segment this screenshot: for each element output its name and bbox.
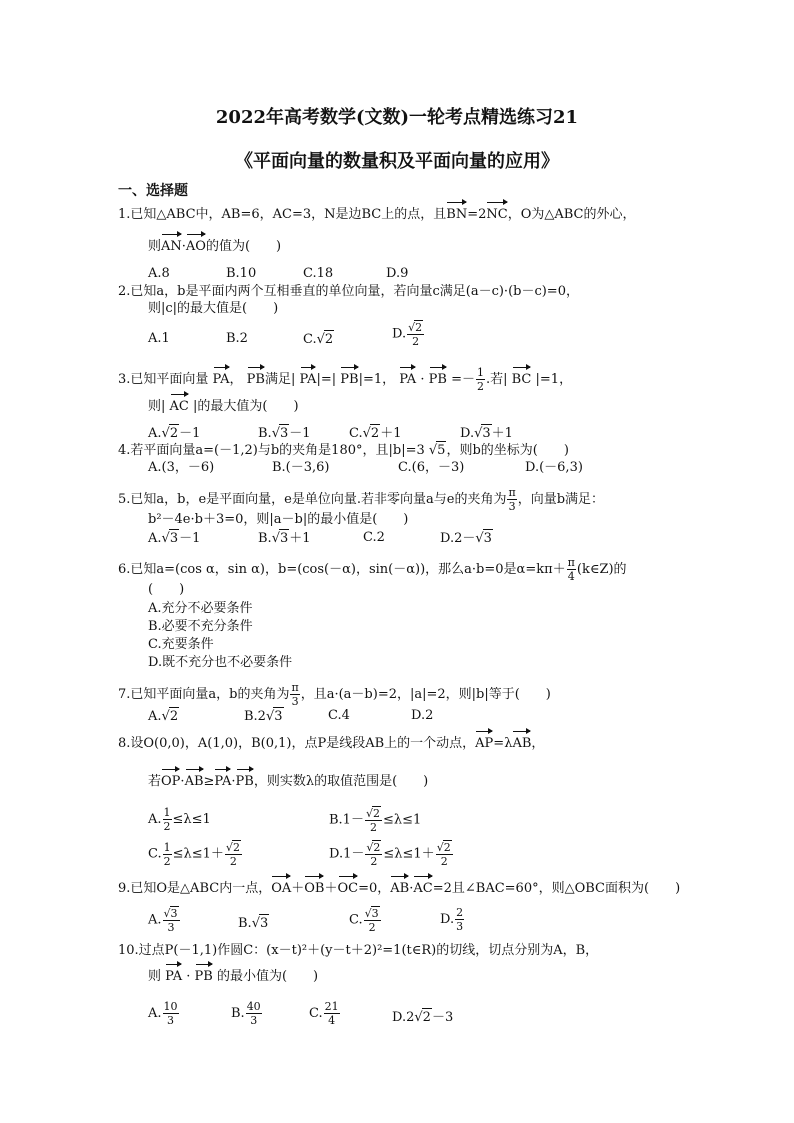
q7-text-b: ，且a·(a－b)=2，|a|=2，则|b|等于( ) [300,687,551,702]
vector-ap: AP [475,736,494,751]
vector-pa-q10: PA [165,969,183,984]
q9-d-num: 2 [456,906,464,919]
q8-d-fraction-2: $\frac{√2}{2}$ [436,841,451,868]
q8-d-fraction: $\frac{√2}{2}$ [366,841,381,868]
q5-b-label: B. [258,531,272,546]
q7-fraction [290,681,299,708]
q2-d-fraction: $\frac{√2}{2}$ [408,321,423,348]
q5-b-radicand: 3 [279,531,289,546]
question-5-line-2: b²－4e·b＋3=0，则|a－b|的最小值是( ) [148,512,409,527]
q5-frac-num: π [508,486,516,499]
q5-option-d: D.2－√3 [440,531,492,546]
q5-d-label: D.2－ [440,531,476,546]
q3-text-f: =－ [451,372,475,387]
q9-option-b: B.√3 [238,916,269,931]
q10-c-fraction [324,1000,340,1027]
vector-pa-q8: PA [214,774,232,789]
q10-b-den: 3 [250,1014,258,1027]
q8-b-num: 2 [372,807,380,820]
q3-d-label: D. [460,426,475,441]
q3-b-tail: －1 [289,426,311,441]
question-6-line-1 [118,556,627,583]
q8-b-fraction: $\frac{√2}{2}$ [365,807,380,834]
q3-c-label: C. [349,426,363,441]
q8-option-b [329,806,421,834]
q7-b-label: B.2 [244,709,266,724]
question-2-line-2: 则|c|的最大值是( ) [148,301,279,316]
q1-text-d: 的值为( ) [205,239,282,254]
q3-frac-den: 2 [476,380,484,393]
q9-a-fraction: $\frac{√3}{3}$ [163,907,178,934]
q9-a-label: A. [148,912,162,928]
q4-option-d: D.(－6,3) [525,460,583,475]
q10-b-fraction [246,1000,262,1027]
vector-oa: OA [271,881,292,896]
q8-a-den: 2 [163,820,171,833]
q8-option-c [148,840,243,868]
q5-a-tail: －1 [179,531,201,546]
question-6-line-2: ( ) [148,582,185,597]
q10-d-tail: －3 [431,1010,454,1025]
q3-option-d: D.√3＋1 [460,426,513,441]
q1-dot: · [181,239,186,254]
question-8-line-1 [118,735,544,753]
q3-a-tail: －1 [179,426,201,441]
section-heading: 一、选择题 [118,183,188,199]
q10-option-d: D.2√2－3 [392,1010,454,1025]
q7-option-d: D.2 [411,708,434,723]
question-7-line-1 [118,681,551,708]
q5-a-radicand: 3 [169,531,179,546]
q7-frac-den: 3 [291,695,299,708]
q1-text-c: 则 [148,239,162,254]
q5-text-b: ，向量b满足： [517,492,605,507]
q1-option-d: D.9 [386,266,409,281]
q4-text-b: ，则b的坐标为( ) [446,443,569,458]
q10-text-b: 的最小值为( ) [216,969,319,984]
q3-text-l2b: |的最大值为( ) [193,399,299,414]
q10-b-num: 40 [246,1000,261,1013]
q9-eq: =0， [358,881,391,896]
q3-c-tail: ＋1 [380,426,402,441]
vector-pb-2: PB [340,372,359,387]
q9-c-num: 3 [371,907,379,920]
q10-option-b [231,1000,263,1027]
q5-option-c: C.2 [363,530,385,545]
q5-d-radicand: 3 [483,531,492,546]
q6-text-a: 6.已知a=(cos α，sin α)，b=(cos(－α)，sin(－α))，那么a·b=0是α=kπ＋ [118,562,566,577]
q9-c-fraction: $\frac{√3}{2}$ [364,907,379,934]
q5-fraction [507,486,516,513]
q8-a-tail: ≤λ≤1 [172,812,211,827]
q8-text-l2b: ，则实数λ的取值范围是( ) [253,774,429,789]
question-1-line-1 [118,206,636,224]
q8-b-den: 2 [369,821,377,834]
q6-text-b: (k∈Z)的 [576,562,627,577]
question-5-line-1 [118,486,605,513]
q10-c-label: C. [309,1006,323,1021]
vector-ao: AO [185,239,206,254]
question-3-line-2 [148,398,299,416]
vector-ab-2: AB [184,774,204,789]
q9-c-den: 2 [368,921,376,934]
q8-ge: ≥ [203,774,215,789]
q10-option-a [148,1000,180,1027]
q6-option-b: B.必要不充分条件 [148,619,253,634]
q1-option-b: B.10 [226,266,257,281]
question-9-line-1 [118,880,680,898]
q8-c-den-2: 2 [229,855,237,868]
q1-eq: =2 [467,207,487,222]
q3-c-radicand: 2 [370,426,380,441]
q9-b-radicand: 3 [259,916,269,931]
vector-ab-q9: AB [390,881,410,896]
q2-d-num: 2 [415,321,423,334]
q10-dot: · [186,969,191,984]
q3-frac-num: 1 [476,366,484,379]
worksheet-subtitle: 《平面向量的数量积及平面向量的应用》 [235,151,559,172]
vector-ab: AB [512,736,532,751]
q8-c-num-2: 2 [232,841,240,854]
q8-dot-2: · [231,774,236,789]
q1-text-b: ，O为△ABC的外心， [507,207,636,222]
q8-option-a [148,806,211,833]
q10-b-label: B. [231,1006,245,1021]
q9-plus-2: ＋ [324,881,338,896]
q10-d-radicand: 2 [422,1010,431,1025]
q4-option-c: C.(6，－3) [398,460,465,475]
q7-a-radicand: 2 [169,709,179,724]
q9-option-a [148,906,181,934]
q9-text-b: =2且∠BAC=60°，则△OBC面积为( ) [432,881,681,896]
q8-dot: · [180,774,185,789]
q10-d-label: D.2 [392,1010,415,1025]
q8-c-den: 2 [163,854,171,868]
q8-option-d [329,840,454,868]
q2-option-a: A.1 [148,331,170,346]
q1-option-c: C.18 [303,266,334,281]
q5-option-b: B.√3＋1 [258,531,311,546]
q10-a-num: 10 [163,1000,178,1013]
q8-c-label: C. [148,846,162,862]
q8-d-num-2: 2 [443,841,451,854]
vector-ob: OB [304,881,325,896]
question-10-line-2 [148,968,318,986]
q9-c-label: C. [349,912,363,928]
q3-a-label: A. [148,426,162,441]
vector-ac-q9: AC [413,881,433,896]
q8-text-b: =λ [493,736,513,751]
q10-a-fraction [163,1000,179,1027]
q8-a-label: A. [148,812,162,827]
q8-d-den: 2 [370,855,378,868]
vector-pb: PB [246,372,265,387]
q5-option-a: A.√3－1 [148,531,201,546]
q2-d-label: D. [392,326,407,342]
q7-option-a: A.√2 [148,709,179,724]
vector-pa: PA [212,372,230,387]
q2-d-den: 2 [412,335,420,348]
q8-d-label: D.1－ [329,846,365,862]
vector-pa-2: PA [299,372,317,387]
q6-option-d: D.既不充分也不必要条件 [148,655,293,670]
vector-nc: NC [486,207,508,222]
q3-option-a: A.√2－1 [148,426,201,441]
q8-text-c: ， [531,736,545,751]
q7-frac-num: π [291,681,299,694]
q2-c-label: C. [303,332,317,347]
q3-d-radicand: 3 [482,426,491,441]
q3-text-a: 3.已知平面向量 [118,372,209,387]
vector-pb-q10: PB [194,969,213,984]
q3-text-c: |=| [316,372,337,387]
q8-b-tail: ≤λ≤1 [382,812,422,828]
q8-b-label: B.1－ [329,812,364,828]
q8-a-num: 1 [163,806,171,819]
q7-b-radicand: 3 [274,709,283,724]
q2-option-c: C.√2 [303,332,334,347]
q9-d-label: D. [440,912,455,927]
question-10-line-1: 10.过点P(－1,1)作圆C：(x－t)²＋(y－t＋2)²=1(t∈R)的切线，切点分别为A，B， [118,943,599,958]
vector-pb-q8: PB [235,774,254,789]
q6-option-a: A.充分不必要条件 [148,601,253,616]
q8-c-fraction [163,841,172,868]
q6-frac-num: π [567,556,575,569]
q6-option-c: C.充要条件 [148,637,214,652]
q1-text-a: 1.已知△ABC中，AB=6，AC=3，N是边BC上的点，且 [118,207,447,222]
vector-pb-3: PB [428,372,447,387]
q5-b-tail: ＋1 [289,531,311,546]
vector-op: OP [161,774,181,789]
q3-comma: ， [229,372,243,387]
q10-option-c [309,1000,341,1027]
q3-text-d: |=1， [358,372,396,387]
q8-d-mid: ≤λ≤1＋ [383,846,435,862]
q3-dot: · [420,372,425,387]
q2-c-radicand: 2 [324,332,334,347]
q9-a-den: 3 [167,921,175,934]
q3-option-b: B.√3－1 [258,426,311,441]
q7-text-a: 7.已知平面向量a，b的夹角为 [118,687,290,702]
q9-dot: · [409,881,414,896]
question-3-line-1 [118,366,573,393]
worksheet-title: 2022年高考数学(文数)一轮考点精选练习21 [215,107,579,128]
q9-d-fraction [455,906,464,933]
q5-a-label: A. [148,531,162,546]
q3-d-tail: ＋1 [491,426,513,441]
q3-text-b: 满足| [264,372,296,387]
q6-fraction [567,556,576,583]
q8-d-den-2: 2 [440,855,448,868]
question-8-line-2 [148,773,428,791]
q3-b-radicand: 3 [279,426,289,441]
vector-pa-3: PA [399,372,417,387]
vector-bn: BN [446,207,468,222]
q7-a-label: A. [148,709,162,724]
q8-c-mid: ≤λ≤1＋ [172,846,224,862]
q9-b-label: B. [238,916,252,931]
q3-text-l2a: 则| [148,399,166,414]
q4-text-a: 4.若平面向量a=(－1,2)与b的夹角是180°，且|b|=3 [118,443,425,458]
q8-a-fraction [163,806,172,833]
vector-an: AN [161,239,182,254]
question-1-line-2 [148,238,281,256]
q10-text-a: 则 [148,969,162,984]
q9-d-den: 3 [456,920,464,933]
vector-ac: AC [169,399,189,414]
q2-option-b: B.2 [226,331,248,346]
q8-text-l2a: 若 [148,774,162,789]
q2-option-d [392,320,425,348]
q5-text-a: 5.已知a，b，e是平面向量，e是单位向量.若非零向量a与e的夹角为 [118,492,507,507]
q8-text-a: 8.设O(0,0)，A(1,0)，B(0,1)，点P是线段AB上的一个动点， [118,736,476,751]
q8-d-num: 2 [373,841,381,854]
question-4-line-1: 4.若平面向量a=(－1,2)与b的夹角是180°，且|b|=3 √5，则b的坐标为( ) [118,443,569,458]
question-2-line-1: 2.已知a，b是平面内两个互相垂直的单位向量，若向量c满足(a－c)·(b－c)=0， [118,284,579,299]
q3-text-h: |=1， [535,372,573,387]
q6-frac-den: 4 [567,570,575,583]
q9-a-num: 3 [170,907,178,920]
q3-fraction [476,366,485,393]
q7-option-c: C.4 [328,708,350,723]
q9-option-d [440,906,465,933]
q10-a-label: A. [148,1006,162,1021]
q7-option-b: B.2√3 [244,709,283,724]
q5-frac-den: 3 [508,500,516,513]
q8-c-num: 1 [163,840,171,854]
q10-c-num: 21 [324,1000,339,1013]
q3-a-radicand: 2 [169,426,179,441]
q9-plus-1: ＋ [291,881,305,896]
q9-option-c [349,906,382,934]
q10-c-den: 4 [328,1014,336,1027]
q8-c-fraction-2: $\frac{√2}{2}$ [225,841,240,868]
q10-a-den: 3 [167,1014,175,1027]
q1-option-a: A.8 [148,266,170,281]
q3-b-label: B. [258,426,272,441]
vector-bc: BC [511,372,532,387]
vector-oc: OC [337,881,359,896]
q9-text-a: 9.已知O是△ABC内一点， [118,881,272,896]
q3-option-c: C.√2＋1 [349,426,402,441]
q4-radicand: 5 [437,443,446,458]
q3-text-g: .若| [485,372,508,387]
q4-option-a: A.(3，－6) [148,460,215,475]
q4-option-b: B.(－3,6) [272,460,330,475]
